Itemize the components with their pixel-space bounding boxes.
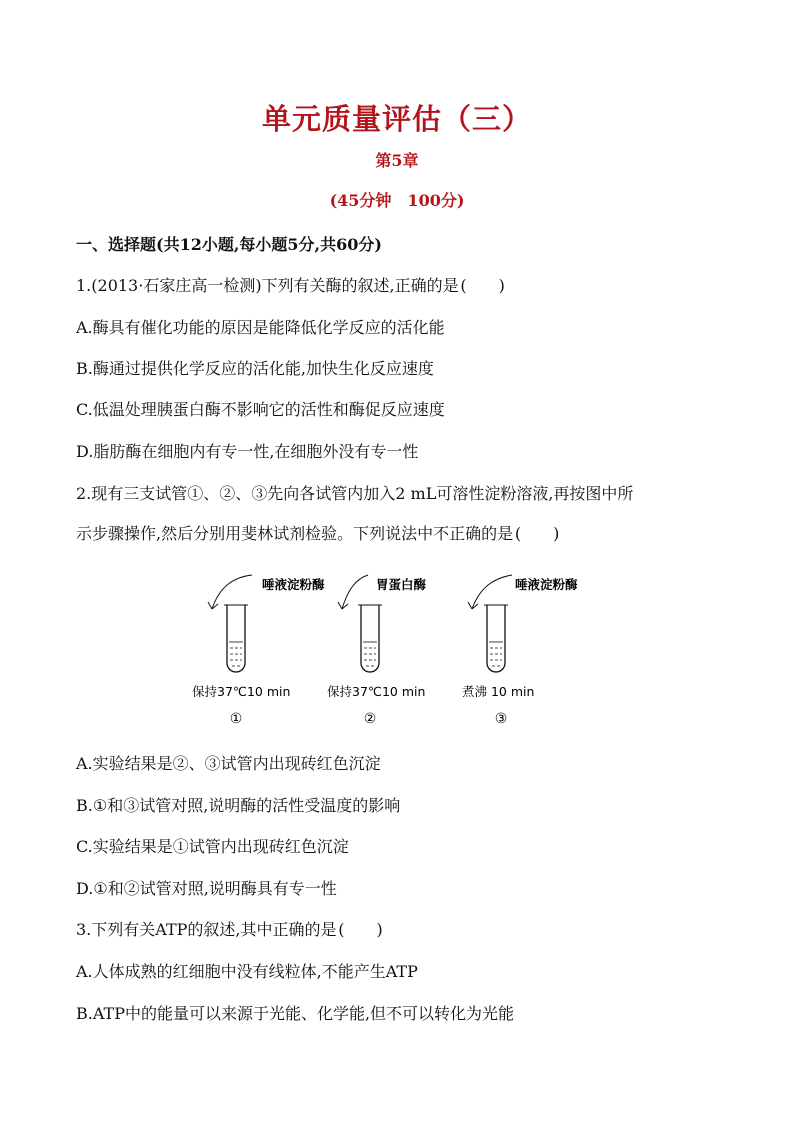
question-1-stem xyxy=(76,273,507,296)
question-1-text: 1.(2013·石家庄高一检测)下列有关酶的叙述,正确的是 xyxy=(76,276,459,295)
q1-option-d: D.脂肪酶在细胞内有专一性,在细胞外没有专一性 xyxy=(76,442,419,461)
answer-paren: ( ) xyxy=(338,920,383,939)
q2-option-c: C.实验结果是①试管内出现砖红色沉淀 xyxy=(76,837,349,856)
question-2-stem-line2 xyxy=(76,521,561,544)
tube-2-enzyme-label: 胃蛋白酶 xyxy=(376,577,427,592)
q1-option-c: C.低温处理胰蛋白酶不影响它的活性和酶促反应速度 xyxy=(76,400,445,419)
answer-paren: ( ) xyxy=(514,524,560,543)
q3-option-a: A.人体成熟的红细胞中没有线粒体,不能产生ATP xyxy=(76,962,418,981)
time-score-label: (45分钟 100分) xyxy=(329,191,465,210)
tube-2-condition-label: 保持37℃10 min xyxy=(327,684,426,699)
q1-option-b: B.酶通过提供化学反应的活化能,加快生化反应速度 xyxy=(76,359,434,378)
q2-option-d: D.①和②试管对照,说明酶具有专一性 xyxy=(76,879,337,898)
question-3-text: 3.下列有关ATP的叙述,其中正确的是 xyxy=(76,920,337,939)
test-tube-figure xyxy=(190,565,578,735)
question-3-stem xyxy=(76,917,384,940)
test-tube-3 xyxy=(468,575,512,672)
q2-option-b: B.①和③试管对照,说明酶的活性受温度的影响 xyxy=(76,796,401,815)
page-title: 单元质量评估（三） xyxy=(261,102,532,136)
test-tube-1 xyxy=(208,575,252,672)
tube-3-number: ③ xyxy=(494,711,508,727)
tube-1-enzyme-label: 唾液淀粉酶 xyxy=(262,577,325,592)
question-2-text: 示步骤操作,然后分别用斐林试剂检验。下列说法中不正确的是 xyxy=(76,524,514,543)
tube-3-condition-label: 煮沸 10 min xyxy=(462,684,535,699)
answer-paren: ( ) xyxy=(460,276,505,295)
tube-1-condition-label: 保持37℃10 min xyxy=(192,684,291,699)
q2-option-a: A.实验结果是②、③试管内出现砖红色沉淀 xyxy=(76,754,381,773)
q1-option-a: A.酶具有催化功能的原因是能降低化学反应的活化能 xyxy=(76,318,445,337)
tube-2-number: ② xyxy=(363,711,377,727)
q3-option-b: B.ATP中的能量可以来源于光能、化学能,但不可以转化为光能 xyxy=(76,1004,515,1023)
chapter-label: 第5章 xyxy=(375,151,419,170)
tube-1-number: ① xyxy=(229,711,243,727)
question-2-stem-line1: 2.现有三支试管①、②、③先向各试管内加入2 mL可溶性淀粉溶液,再按图中所 xyxy=(76,484,634,503)
section-heading: 一、选择题(共12小题,每小题5分,共60分) xyxy=(76,235,382,254)
tube-3-enzyme-label: 唾液淀粉酶 xyxy=(515,577,578,592)
